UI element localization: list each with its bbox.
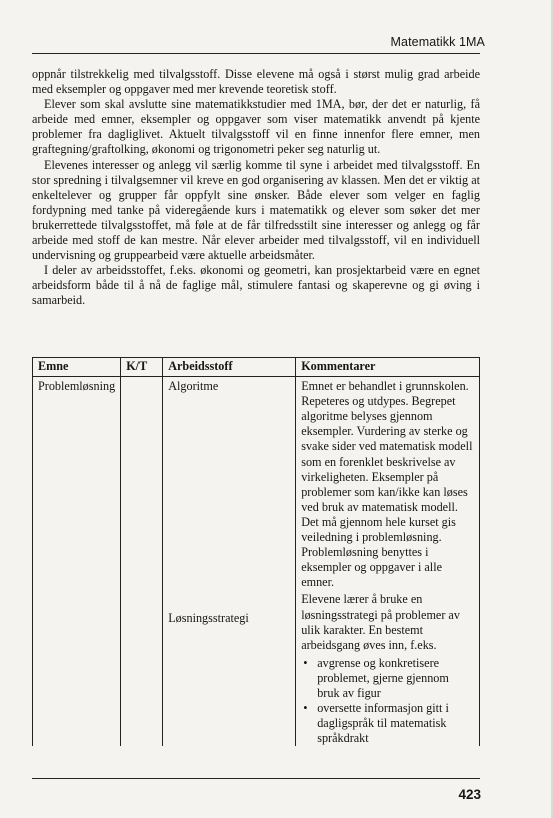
paragraph-1: oppnår tilstrekkelig med tilvalgsstoff. Disse elevene må også i størst mulig grad arbeide med eksempler og oppgaver med mer krevende teoretisk stoff.: [32, 67, 480, 97]
bullet-list: [301, 656, 474, 747]
paragraph-4: I deler av arbeidsstoffet, f.eks. økonomi og geometri, kan prosjektarbeid være en egnet arbeidsform både til å nå de faglige mål, stimulere fantasi og skaperevne og gi øving i samarbeid.: [32, 263, 480, 308]
arbeidsstoff-algoritme: Algoritme: [168, 379, 219, 394]
list-item: [301, 701, 474, 746]
footer-rule: [32, 778, 480, 779]
bullet-icon: •: [303, 701, 308, 716]
page-number: 423: [458, 787, 481, 802]
bullet-text: oversette informasjon gitt i dagligspråk til matematisk språkdrakt: [317, 701, 449, 746]
header-rule: [32, 53, 480, 54]
running-head: Matematikk 1MA: [390, 35, 485, 49]
cell-arbeidsstoff: [163, 377, 296, 747]
kommentar-algoritme: Emnet er behandlet i grunnskolen. Repeteres og utdypes. Begrepet algoritme belyses gjennom eksempler. Vurdering av sterke og svake sider ved matematisk modell som en forenklet beskrivelse av virkeligheten. Eksempler på problemer som kan/ikke kan løses ved bruk av matematisk modell. Det må gjennom hele kurset gis veiledning i problemløsning. Problemløsning benyttes i eksempler og oppgaver i alle emner.: [301, 379, 473, 590]
header-kt: K/T: [121, 358, 163, 377]
header-emne: Emne: [33, 358, 121, 377]
kommentar-losningsstrategi: Elevene lærer å bruke en løsningsstrategi på problemer av ulik karakter. En bestemt arbeidsgang øves inn, f.eks.: [301, 592, 460, 652]
paragraph-2: Elever som skal avslutte sine matematikkstudier med 1MA, bør, der det er naturlig, få arbeide med emner, eksempler og oppgaver som viser matematikk anvendt på kjente problemer fra dagliglivet. Aktuelt tilvalgsstoff vil en finne innenfor flere emner, men graftegning/graftolking, økonomi og trigonometri peker seg naturlig ut.: [32, 97, 480, 157]
bullet-text: avgrense og konkretisere problemet, gjerne gjennom bruk av figur: [317, 655, 449, 700]
table-header-row: [33, 358, 480, 377]
curriculum-table: [32, 357, 480, 746]
table-row: [33, 377, 480, 747]
arbeidsstoff-losningsstrategi: Løsningsstrategi: [168, 611, 249, 626]
paragraph-3: Elevenes interesser og anlegg vil særlig komme til syne i arbeidet med tilvalgsstoff. En stor spredning i tilvalgsemner vil kreve en god organisering av klassen. Men det er viktig at enkeltelever og grupper får oppfylt sine ønsker. Både elever som velger en faglig fordypning med tanke på videregående kurs i matematikk og elever som søker det mer brukerrettede tilvalgsstoffet, må føle at de får tilfredsstilt sine interesser og anlegg og får arbeide med stoff de kan mestre. Når elever arbeider med tilvalgsstoff, vil en individuell undervisning og gruppearbeid være aktuelle arbeidsmåter.: [32, 157, 480, 263]
list-item: [301, 656, 474, 701]
emne-text: Problemløsning: [38, 379, 116, 394]
cell-emne: [33, 377, 121, 747]
cell-kommentarer: [296, 377, 480, 747]
header-arbeidsstoff: Arbeidsstoff: [163, 358, 296, 377]
bullet-icon: •: [303, 655, 308, 670]
body-text: [32, 67, 480, 309]
cell-kt: [121, 377, 163, 747]
header-kommentarer: Kommentarer: [296, 358, 480, 377]
